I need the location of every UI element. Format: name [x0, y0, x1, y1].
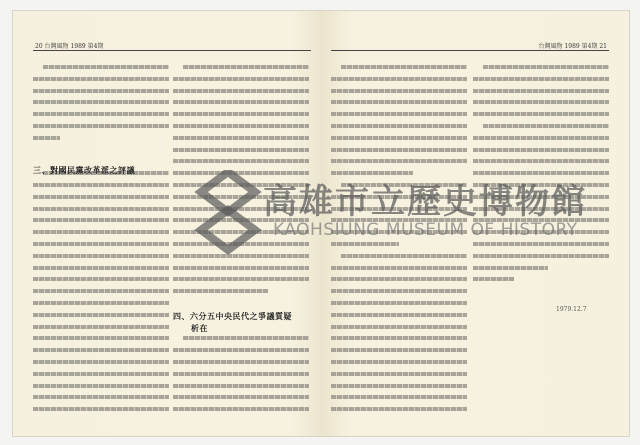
text-line — [473, 218, 609, 222]
text-line — [483, 124, 609, 128]
text-line — [33, 313, 169, 317]
right-running-header: 台灣風物 1989 第4期 21 — [538, 43, 607, 50]
text-line — [473, 266, 548, 270]
text-line — [173, 277, 309, 281]
text-line — [473, 277, 514, 281]
text-line — [331, 77, 467, 81]
left-page — [13, 11, 321, 436]
text-line — [173, 360, 309, 364]
text-line — [33, 207, 169, 211]
watermark-english-name: KAOHSIUNG MUSEUM OF HISTORY — [273, 220, 578, 240]
text-line — [473, 136, 609, 140]
text-line — [331, 136, 467, 140]
text-line — [341, 65, 467, 69]
text-line — [173, 159, 309, 163]
text-line — [473, 159, 609, 163]
text-line — [173, 195, 309, 199]
text-line — [331, 218, 467, 222]
text-line — [173, 384, 309, 388]
text-line — [173, 395, 309, 399]
text-line — [341, 254, 467, 258]
right-header-rule — [331, 50, 609, 51]
text-line — [473, 195, 609, 199]
text-line — [173, 148, 309, 152]
text-line — [173, 407, 309, 411]
text-line — [173, 372, 309, 376]
text-line — [43, 65, 169, 69]
text-line — [33, 89, 169, 93]
text-line — [473, 89, 609, 93]
text-line — [33, 325, 169, 329]
right-column-1-text — [331, 65, 467, 419]
text-line — [341, 183, 467, 187]
text-line — [173, 348, 309, 352]
text-line — [183, 336, 309, 340]
text-line — [173, 171, 309, 175]
text-line — [473, 77, 609, 81]
text-line — [483, 65, 609, 69]
text-line — [473, 148, 609, 152]
text-line — [33, 336, 169, 340]
text-line — [473, 100, 609, 104]
section-heading-4-continued: 析在 — [191, 323, 208, 333]
text-line — [331, 148, 467, 152]
text-line — [173, 230, 309, 234]
left-header-rule — [33, 50, 311, 51]
text-line — [173, 218, 309, 222]
text-line — [331, 230, 467, 234]
text-line — [33, 254, 169, 258]
left-running-header: 20 台灣風物 1989 第4期 — [35, 43, 104, 50]
text-line — [33, 301, 169, 305]
text-line — [33, 395, 169, 399]
text-line — [173, 207, 309, 211]
text-line — [173, 100, 309, 104]
text-line — [473, 230, 609, 234]
text-line — [473, 254, 609, 258]
text-line — [33, 218, 169, 222]
text-line — [331, 395, 467, 399]
text-line — [331, 171, 413, 175]
text-line — [173, 112, 309, 116]
text-line — [173, 77, 309, 81]
text-line — [331, 360, 467, 364]
text-line — [33, 124, 169, 128]
text-line — [33, 100, 169, 104]
text-line — [331, 89, 467, 93]
text-line — [473, 242, 609, 246]
text-line — [33, 242, 169, 246]
text-line — [173, 136, 309, 140]
text-line — [331, 384, 467, 388]
right-column-2-text — [473, 65, 609, 419]
closing-date: 1979.12.7 — [556, 306, 587, 313]
text-line — [331, 348, 467, 352]
text-line — [33, 112, 169, 116]
text-line — [33, 348, 169, 352]
text-line — [173, 254, 309, 258]
text-line — [33, 195, 169, 199]
text-line — [173, 289, 268, 293]
text-line — [33, 360, 169, 364]
text-line — [331, 266, 467, 270]
text-line — [33, 266, 169, 270]
text-line — [331, 336, 467, 340]
text-line — [33, 136, 60, 140]
text-line — [331, 112, 467, 116]
text-line — [33, 407, 169, 411]
text-line — [473, 207, 609, 211]
text-line — [331, 242, 399, 246]
text-line — [173, 89, 309, 93]
text-line — [331, 301, 467, 305]
text-line — [473, 112, 609, 116]
text-line — [473, 183, 609, 187]
section-heading-3: 三、對國民黨改革派之評議 — [33, 165, 135, 175]
text-line — [173, 183, 309, 187]
text-line — [173, 242, 309, 246]
text-line — [331, 277, 467, 281]
text-line — [331, 195, 467, 199]
text-line — [173, 266, 309, 270]
text-line — [33, 277, 169, 281]
left-column-2-text — [173, 65, 309, 419]
watermark-chinese-name: 高雄市立歷史博物館 — [263, 182, 587, 222]
text-line — [331, 100, 467, 104]
text-line — [331, 207, 467, 211]
text-line — [331, 325, 467, 329]
text-line — [33, 77, 169, 81]
text-line — [331, 372, 467, 376]
text-line — [331, 124, 467, 128]
text-line — [33, 183, 169, 187]
text-line — [331, 407, 467, 411]
text-line — [331, 313, 467, 317]
text-line — [33, 230, 169, 234]
text-line — [173, 124, 309, 128]
magazine-spread — [12, 10, 630, 437]
text-line — [183, 65, 309, 69]
right-page — [321, 11, 629, 436]
section-heading-4: 四、六分五中央民代之爭議質疑 — [173, 311, 292, 321]
text-line — [33, 372, 169, 376]
text-line — [33, 289, 169, 293]
left-column-1-text — [33, 65, 169, 419]
text-line — [331, 289, 467, 293]
text-line — [331, 159, 467, 163]
text-line — [33, 384, 169, 388]
text-line — [473, 171, 609, 175]
